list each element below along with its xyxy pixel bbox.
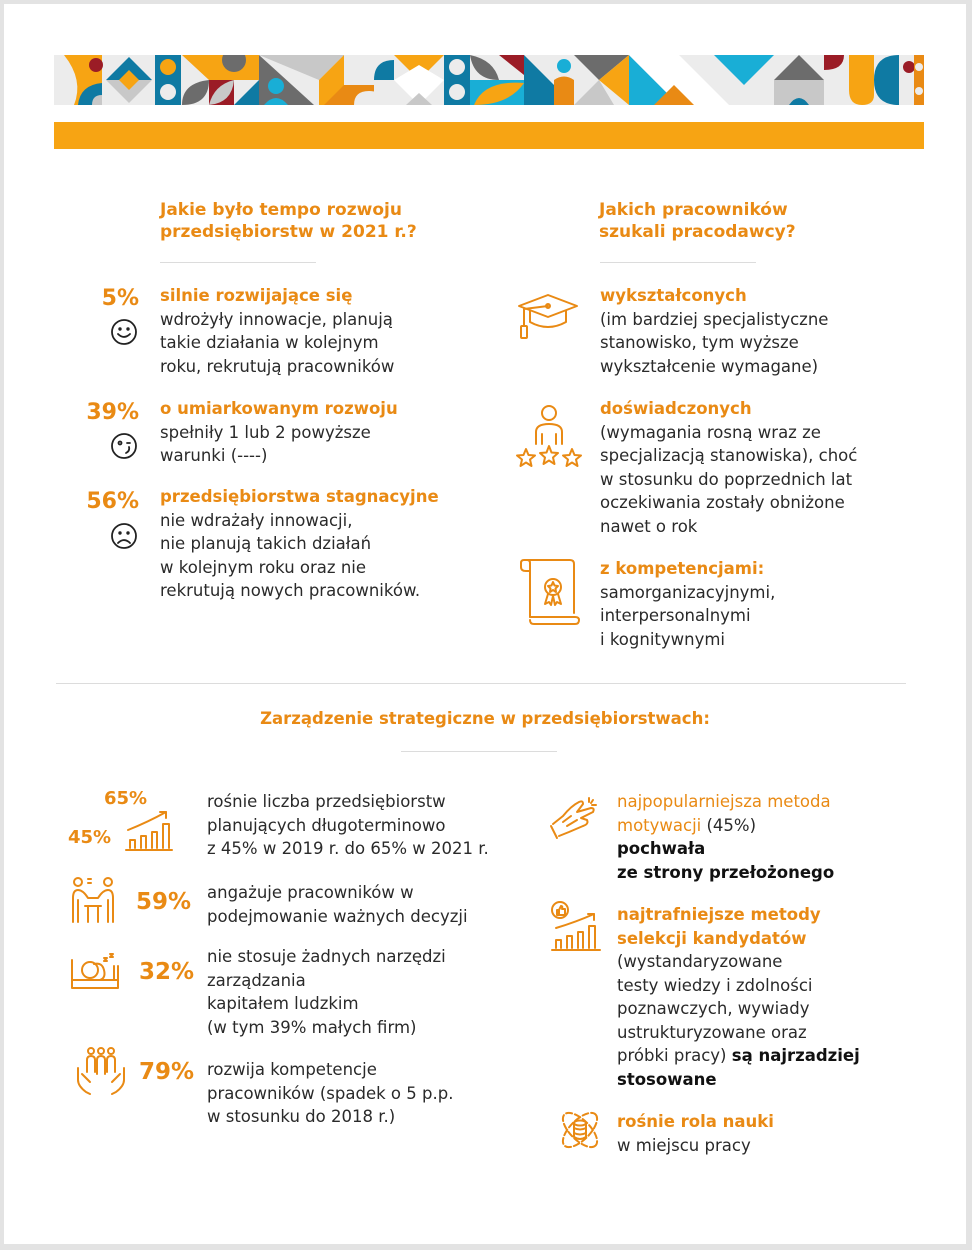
item-text: stanowisko, tym wyższe xyxy=(600,333,799,352)
item-text: rekrutują nowych pracowników. xyxy=(160,581,421,600)
item-text: samorganizacyjnymi, xyxy=(600,582,776,602)
item-text: testy wiedzy i zdolności xyxy=(617,975,813,995)
clapping-hands-icon xyxy=(549,796,599,842)
strategy-item-develop-skills xyxy=(207,1058,453,1129)
geometric-pattern-icon xyxy=(54,55,924,105)
divider xyxy=(401,751,557,752)
strategy-heading: Zarządzenie strategiczne w przedsiębiorstwach: xyxy=(260,709,710,728)
person-stars-icon xyxy=(514,404,584,472)
item-text: pracowników (spadek o 5 p.p. xyxy=(207,1083,454,1103)
meeting-table-icon xyxy=(70,876,116,924)
sad-face-icon xyxy=(110,522,138,550)
employees-heading xyxy=(599,199,796,243)
item-emphasis: pochwała xyxy=(617,839,706,858)
item-text: (w tym 39% małych firm) xyxy=(207,1017,417,1037)
item-text: specjalizacją stanowiska), choć xyxy=(600,446,858,465)
item-text: zarządzania xyxy=(207,970,306,990)
item-percent: (45%) xyxy=(701,815,757,835)
decorative-banner xyxy=(54,55,924,105)
item-title: wykształconych xyxy=(600,286,747,305)
strategy-item-motivation xyxy=(617,790,834,884)
percent-no-tools: 32% xyxy=(139,959,195,985)
orange-header-bar xyxy=(54,122,924,149)
employees-item-experienced xyxy=(600,397,857,538)
item-emphasis: są najrzadziej xyxy=(731,1046,860,1065)
percent-stagnant: 56% xyxy=(86,489,139,514)
item-text: (wymagania rosną wraz ze xyxy=(600,422,821,442)
item-text: planujących długoterminowo xyxy=(207,815,446,835)
percent-2021: 65% xyxy=(104,788,148,809)
item-text: nawet o rok xyxy=(600,516,698,536)
item-text: (wystandaryzowane xyxy=(617,952,783,971)
item-text: wdrożyły innowacje, planują xyxy=(160,309,393,329)
item-text: podejmowanie ważnych decyzji xyxy=(207,906,468,926)
item-text: (im bardziej specjalistyczne xyxy=(600,309,829,329)
strategy-item-no-tools xyxy=(207,945,446,1039)
item-title: przedsiębiorstwa stagnacyjne xyxy=(160,487,439,506)
item-text: i kognitywnymi xyxy=(600,629,726,649)
item-text: interpersonalnymi xyxy=(600,606,751,625)
growth-item-strong xyxy=(160,284,394,378)
item-text: kapitałem ludzkim xyxy=(207,994,359,1013)
item-title: doświadczonych xyxy=(600,399,752,418)
strategy-item-engagement xyxy=(207,881,468,928)
smile-face-icon xyxy=(110,318,138,346)
employees-item-educated xyxy=(600,284,828,378)
item-emphasis: ze strony przełożonego xyxy=(617,862,835,882)
item-text: wykształcenie wymagane) xyxy=(600,356,819,376)
item-title: najpopularniejsza metoda xyxy=(617,792,831,811)
growth-heading-line: Jakie było tempo rozwoju xyxy=(160,200,402,220)
item-title: silnie rozwijające się xyxy=(160,286,353,305)
employees-item-competent xyxy=(600,557,775,651)
item-text: w kolejnym roku oraz nie xyxy=(160,557,367,577)
percent-strong-growth: 5% xyxy=(101,286,139,311)
item-text: rośnie liczba przedsiębiorstw xyxy=(207,792,446,811)
item-title: o umiarkowanym rozwoju xyxy=(160,399,398,418)
item-title: selekcji kandydatów xyxy=(617,928,807,948)
sleeping-icon xyxy=(70,950,120,990)
divider xyxy=(600,262,756,263)
growth-heading-line: przedsiębiorstw w 2021 r.? xyxy=(160,222,417,242)
item-text: spełniły 1 lub 2 powyższe xyxy=(160,422,371,442)
wink-face-icon xyxy=(110,432,138,460)
item-text: w stosunku do poprzednich lat xyxy=(600,469,853,489)
item-text: ustrukturyzowane oraz xyxy=(617,1022,807,1042)
item-text: w miejscu pracy xyxy=(617,1135,751,1155)
hands-people-icon xyxy=(76,1046,126,1096)
item-text: warunki (----) xyxy=(160,446,268,465)
percent-moderate-growth: 39% xyxy=(86,400,139,425)
strategy-item-selection xyxy=(617,903,860,1091)
item-text: oczekiwania zostały obniżone xyxy=(600,493,845,512)
item-text: takie działania w kolejnym xyxy=(160,333,379,352)
percent-2019: 45% xyxy=(68,827,112,848)
item-text: roku, rekrutują pracowników xyxy=(160,356,395,376)
item-title: najtrafniejsze metody xyxy=(617,905,821,924)
item-text: nie wdrażały innowacji, xyxy=(160,510,353,530)
science-atom-icon xyxy=(556,1106,604,1154)
employees-heading-line: szukali pracodawcy? xyxy=(599,222,796,242)
item-text: poznawczych, wywiady xyxy=(617,999,810,1018)
employees-heading-line: Jakich pracowników xyxy=(599,200,788,220)
item-text: nie planują takich działań xyxy=(160,534,372,553)
divider xyxy=(160,262,316,263)
item-text: w stosunku do 2018 r.) xyxy=(207,1107,396,1126)
certificate-scroll-icon xyxy=(520,559,580,625)
thumbs-up-chart-icon xyxy=(550,900,602,952)
growth-item-moderate xyxy=(160,397,398,468)
item-title: z kompetencjami: xyxy=(600,559,765,578)
item-emphasis: stosowane xyxy=(617,1069,717,1089)
item-text: z 45% w 2019 r. do 65% w 2021 r. xyxy=(207,839,489,858)
infographic-page xyxy=(4,4,966,1244)
growth-chart-icon xyxy=(124,810,174,852)
growth-heading xyxy=(160,199,417,243)
item-text: nie stosuje żadnych narzędzi xyxy=(207,947,446,966)
graduation-cap-icon xyxy=(516,292,580,344)
item-text: próbki pracy) xyxy=(617,1046,732,1065)
item-text: rozwija kompetencje xyxy=(207,1060,377,1079)
strategy-item-science xyxy=(617,1110,774,1157)
section-divider xyxy=(56,683,906,684)
percent-develop-skills: 79% xyxy=(139,1059,195,1085)
item-title: rośnie rola nauki xyxy=(617,1112,774,1131)
item-title: motywacji xyxy=(617,815,702,835)
percent-engagement: 59% xyxy=(136,889,192,915)
item-text: angażuje pracowników w xyxy=(207,883,414,902)
strategy-item-long-term xyxy=(207,790,489,861)
growth-item-stagnant xyxy=(160,485,439,603)
